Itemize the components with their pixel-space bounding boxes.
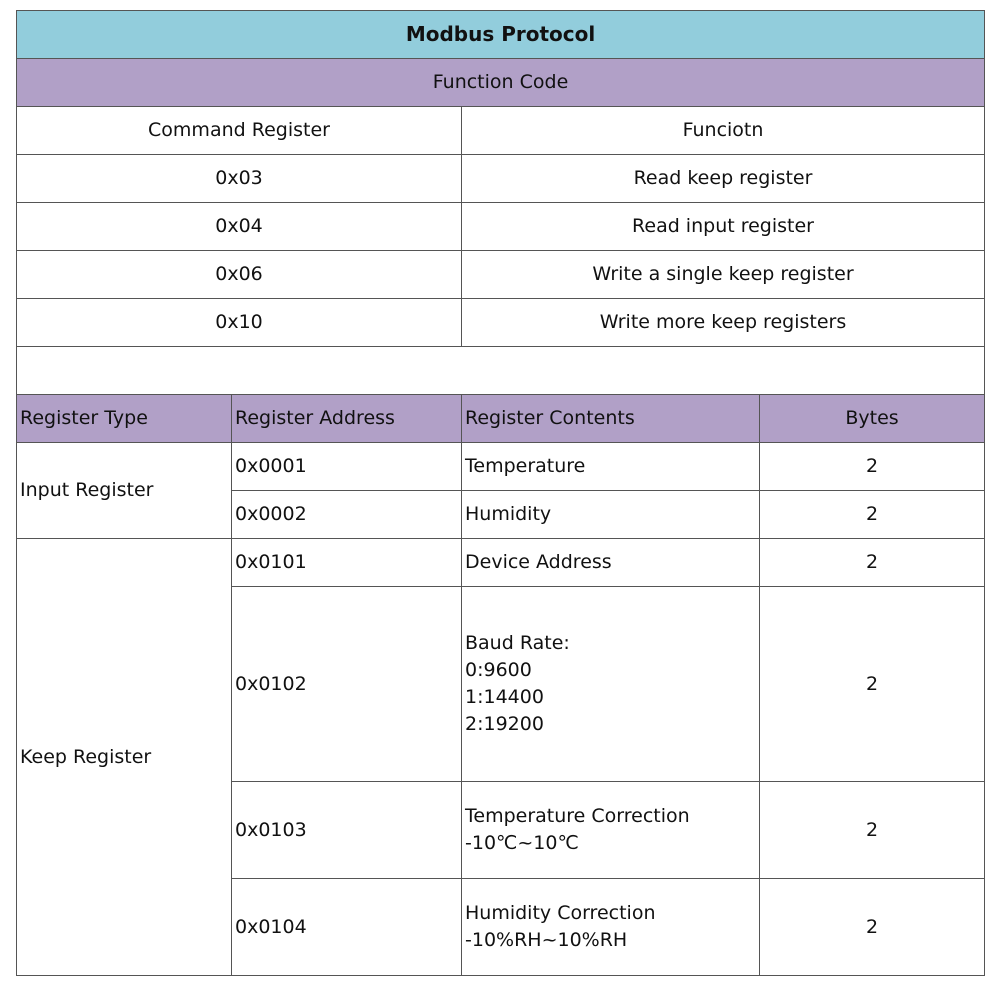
bytes-cell: 2 bbox=[760, 782, 985, 879]
table-title: Modbus Protocol bbox=[17, 11, 985, 59]
function-cell: Write more keep registers bbox=[462, 299, 985, 347]
command-cell: 0x10 bbox=[17, 299, 462, 347]
function-row bbox=[17, 251, 985, 299]
empty-cell bbox=[17, 347, 985, 395]
spacer-row bbox=[17, 347, 985, 395]
function-row bbox=[17, 155, 985, 203]
command-register-header: Command Register bbox=[17, 107, 462, 155]
function-code-header: Function Code bbox=[17, 59, 985, 107]
command-cell: 0x03 bbox=[17, 155, 462, 203]
function-row bbox=[17, 299, 985, 347]
bytes-header: Bytes bbox=[760, 395, 985, 443]
function-header-row bbox=[17, 107, 985, 155]
register-row bbox=[17, 539, 985, 587]
contents-line: -10%RH~10%RH bbox=[465, 929, 628, 951]
register-type-cell: Input Register bbox=[17, 443, 232, 539]
register-type-header: Register Type bbox=[17, 395, 232, 443]
contents-line: Temperature Correction bbox=[465, 805, 690, 827]
contents-line: 1:14400 bbox=[465, 686, 544, 708]
register-type-cell: Keep Register bbox=[17, 539, 232, 976]
command-cell: 0x04 bbox=[17, 203, 462, 251]
register-contents-cell bbox=[462, 782, 760, 879]
function-cell: Read input register bbox=[462, 203, 985, 251]
command-cell: 0x06 bbox=[17, 251, 462, 299]
contents-line: 2:19200 bbox=[465, 713, 544, 735]
contents-line: 0:9600 bbox=[465, 659, 532, 681]
register-contents-cell bbox=[462, 587, 760, 782]
bytes-cell: 2 bbox=[760, 539, 985, 587]
bytes-cell: 2 bbox=[760, 879, 985, 976]
bytes-cell: 2 bbox=[760, 587, 985, 782]
register-address-cell: 0x0103 bbox=[232, 782, 462, 879]
register-contents-cell: Temperature bbox=[462, 443, 760, 491]
register-contents-cell: Humidity bbox=[462, 491, 760, 539]
function-header: Funciotn bbox=[462, 107, 985, 155]
bytes-cell: 2 bbox=[760, 443, 985, 491]
bytes-cell: 2 bbox=[760, 491, 985, 539]
modbus-protocol-table bbox=[16, 10, 985, 976]
contents-line: Baud Rate: bbox=[465, 632, 570, 654]
contents-line: -10℃~10℃ bbox=[465, 832, 579, 854]
register-address-header: Register Address bbox=[232, 395, 462, 443]
register-address-cell: 0x0102 bbox=[232, 587, 462, 782]
register-address-cell: 0x0002 bbox=[232, 491, 462, 539]
contents-line: Device Address bbox=[465, 551, 612, 573]
register-address-cell: 0x0001 bbox=[232, 443, 462, 491]
function-cell: Write a single keep register bbox=[462, 251, 985, 299]
register-contents-cell bbox=[462, 879, 760, 976]
register-contents-header: Register Contents bbox=[462, 395, 760, 443]
register-row bbox=[17, 443, 985, 491]
title-row bbox=[17, 11, 985, 59]
register-address-cell: 0x0101 bbox=[232, 539, 462, 587]
function-cell: Read keep register bbox=[462, 155, 985, 203]
contents-line: Humidity Correction bbox=[465, 902, 656, 924]
register-contents-cell bbox=[462, 539, 760, 587]
register-header-row bbox=[17, 395, 985, 443]
function-code-row bbox=[17, 59, 985, 107]
function-row bbox=[17, 203, 985, 251]
register-address-cell: 0x0104 bbox=[232, 879, 462, 976]
